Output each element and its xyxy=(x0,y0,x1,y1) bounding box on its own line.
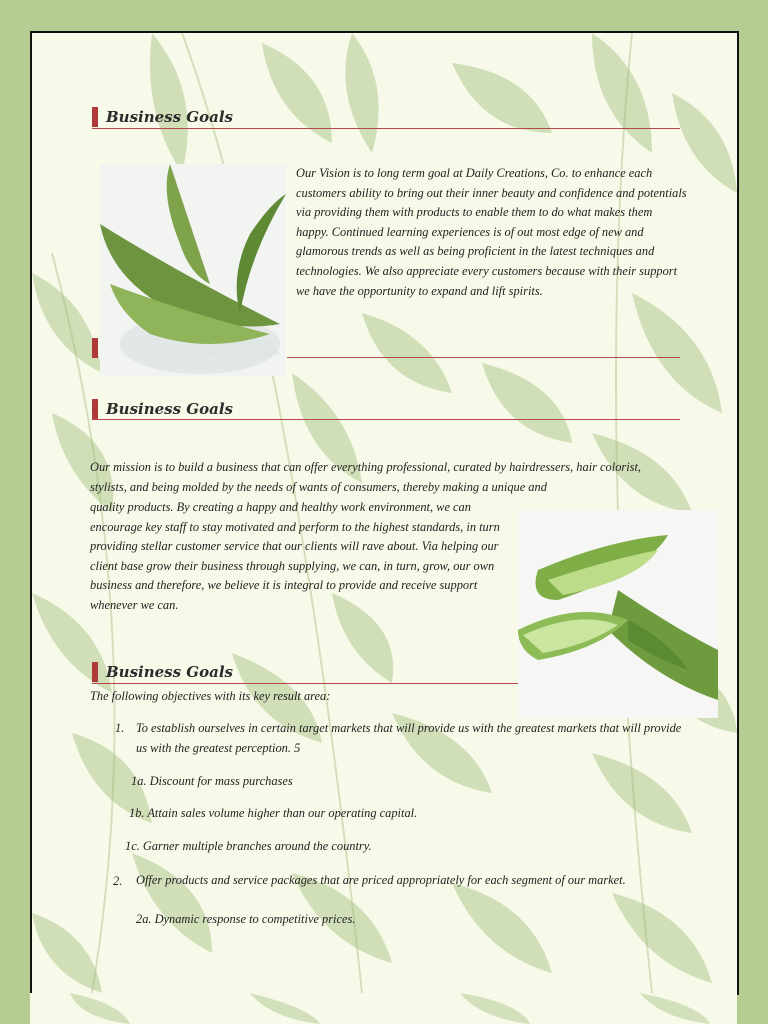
list-marker: 2. xyxy=(113,874,123,888)
heading-rule xyxy=(92,683,518,684)
heading-rule xyxy=(92,128,680,129)
mission-paragraph-continued: quality products. By creating a happy and healthy work environment, we can encourage key staff to stay motivated and perform to the highest standards, in turn providing stellar customer service that our clients will rave about. Via helping our client base grow their business through supplying, we can, in turn, grow, our own business and therefore, we believe it is integral to provide and receive support whenever we can. xyxy=(90,500,500,612)
section-heading-stub xyxy=(92,338,106,358)
sliced-aloe-illustration xyxy=(518,510,718,718)
objective-item: Offer products and service packages that are priced appropriately for each segment of our market. xyxy=(136,873,626,887)
aloe-vera-glass-illustration xyxy=(100,164,286,376)
sub-objective-item: 1c. Garner multiple branches around the country. xyxy=(125,839,372,853)
section-divider-rule xyxy=(287,357,680,358)
list-marker: 1. xyxy=(115,721,125,735)
next-page-edge xyxy=(30,993,737,1024)
sliced-aloe-vera-photo xyxy=(518,510,718,718)
sub-objective-item: 2a. Dynamic response to competitive prices. xyxy=(136,912,356,926)
foliage-edge xyxy=(30,993,737,1024)
vision-paragraph: Our Vision is to long term goal at Daily Creations, Co. to enhance each customers ability to bring out their inner beauty and confidence and potentials via providing them with products to enable them to do what makes them happy. Continued learning experiences is of out most edge of new and glamorous trends as well as being proficient in the latest techniques and technologies. We also appreciate every customers because with their support we have the opportunity to expand and lift spirits. xyxy=(296,166,687,298)
aloe-vera-glass-photo xyxy=(100,164,286,376)
sub-objective-item: 1a. Discount for mass purchases xyxy=(131,774,293,788)
document-page xyxy=(30,31,739,995)
section-heading: Business Goals xyxy=(92,399,233,419)
sub-objective-item: 1b. Attain sales volume higher than our operating capital. xyxy=(129,806,418,820)
section-heading: Business Goals xyxy=(92,107,233,127)
heading-rule xyxy=(92,419,680,420)
objectives-intro: The following objectives with its key result area: xyxy=(90,689,331,703)
section-heading: Business Goals xyxy=(92,662,233,682)
objective-item: To establish ourselves in certain target markets that will provide us with the greatest markets that will provide us with the greatest perception. 5 xyxy=(136,721,682,755)
mission-paragraph-intro: Our mission is to build a business that can offer everything professional, curated by hairdressers, hair colorist, stylists, and being molded by the needs of wants of consumers, thereby making a unique and xyxy=(90,460,642,494)
